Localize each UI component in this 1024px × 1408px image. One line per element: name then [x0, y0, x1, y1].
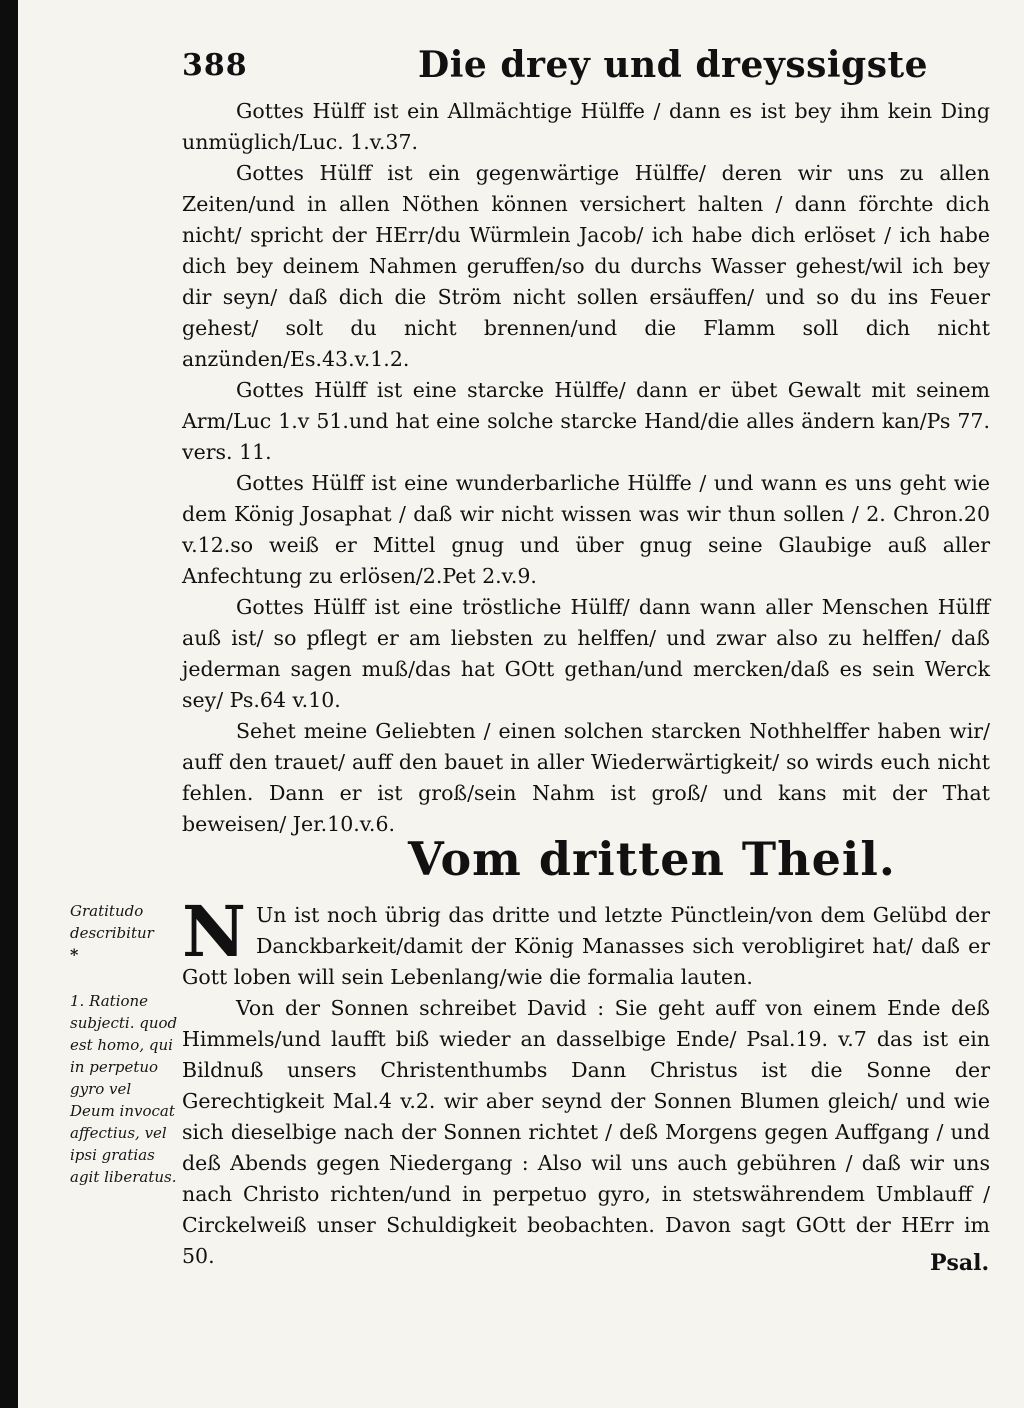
paragraph: Gottes Hülff ist ein Allmächtige Hülffe / dann es ist bey ihm kein Ding unmüglich/Luc. 1.v.37.	[182, 99, 990, 154]
book-page	[18, 0, 1024, 1408]
lead-text: Un ist noch übrig das dritte und letzte Pünctlein/von dem Gelübd der Danckbarkeit/damit der König Manasses sich verobligiret hat/ daß er Gott loben will sein Lebenlang/wie die formalia lauten.	[182, 903, 990, 989]
paragraph: Gottes Hülff ist eine wunderbarliche Hülffe / und wann es uns geht wie dem König Josaphat / daß wir nicht wissen was wir thun sollen / 2. Chron.20 v.12.so weiß er Mittel gnug und über gnug seine Glaubige auß aller Anfechtung zu erlösen/2.Pet 2.v.9.	[182, 471, 990, 588]
text-block-third-part	[182, 890, 990, 1272]
paragraph: Sehet meine Geliebten / einen solchen starcken Nothhelffer haben wir/ auff den trauet/ auff den bauet in aller Wiederwärtigkeit/ so wirds euch nicht fehlen. Dann er ist groß/sein Nahm ist groß/ und kans mit der That beweisen/ Jer.10.v.6.	[182, 719, 990, 836]
running-title: Die drey und dreyssigste	[418, 44, 929, 86]
paragraph: Gottes Hülff ist ein gegenwärtige Hülffe/ deren wir uns zu allen Zeiten/und in allen Nöthen können versichert halten / dann förchte dich nicht/ spricht der HErr/du Würmlein Jacob/ ich habe dich erlöset / ich habe dich bey deinem Nahmen geruffen/so du durchs Wasser gehest/wil ich bey dir seyn/ daß dich die Ström nicht sollen ersäuffen/ und so du ins Feuer gehest/ solt du nicht brennen/und die Flamm soll dich nicht anzünden/Es.43.v.1.2.	[182, 161, 990, 371]
section-heading: Vom dritten Theil.	[408, 832, 896, 886]
paragraph: Gottes Hülff ist eine tröstliche Hülff/ dann wann aller Menschen Hülff auß ist/ so pflegt er am liebsten zu helffen/ und zwar also zu helffen/ daß jederman sagen muß/das hat GOtt gethan/und mercken/daß es sein Werck sey/ Ps.64 v.10.	[182, 595, 990, 712]
margin-note-mark: *	[70, 945, 79, 964]
margin-note-text: Gratitudo describitur	[70, 902, 154, 942]
drop-cap: N	[182, 890, 246, 973]
margin-note	[70, 900, 180, 966]
text-block-top	[182, 96, 990, 840]
page-number: 388	[182, 48, 248, 83]
lead-paragraph	[182, 890, 990, 993]
paragraph: Von der Sonnen schreibet David : Sie geht auff von einem Ende deß Himmels/und laufft biß wieder an dasselbige Ende/ Psal.19. v.7 das ist ein Bildnuß unsers Christenthumbs Dann Christus ist die Sonne der Gerechtigkeit Mal.4 v.2. wir aber seynd der Sonnen Blumen gleich/ und wie sich dieselbige nach der Sonnen richtet / deß Morgens gegen Auffgang / und deß Abends gegen Niedergang : Also wil uns auch gebühren / daß wir uns nach Christo richten/und in perpetuo gyro, in stetswährendem Umblauff / Circkelweiß unser Schuldigkeit beobachten. Davon sagt GOtt der HErr im 50.	[182, 996, 990, 1268]
catchword: Psal.	[930, 1250, 990, 1276]
paragraph: Gottes Hülff ist eine starcke Hülffe/ dann er übet Gewalt mit seinem Arm/Luc 1.v 51.und hat eine solche starcke Hand/die alles ändern kan/Ps 77. vers. 11.	[182, 378, 990, 464]
running-head	[182, 44, 982, 92]
margin-note: 1. Ratione subjecti. quod est homo, qui in perpetuo gyro vel Deum invocat affectius, vel ipsi gratias agit liberatus.	[70, 992, 178, 1186]
